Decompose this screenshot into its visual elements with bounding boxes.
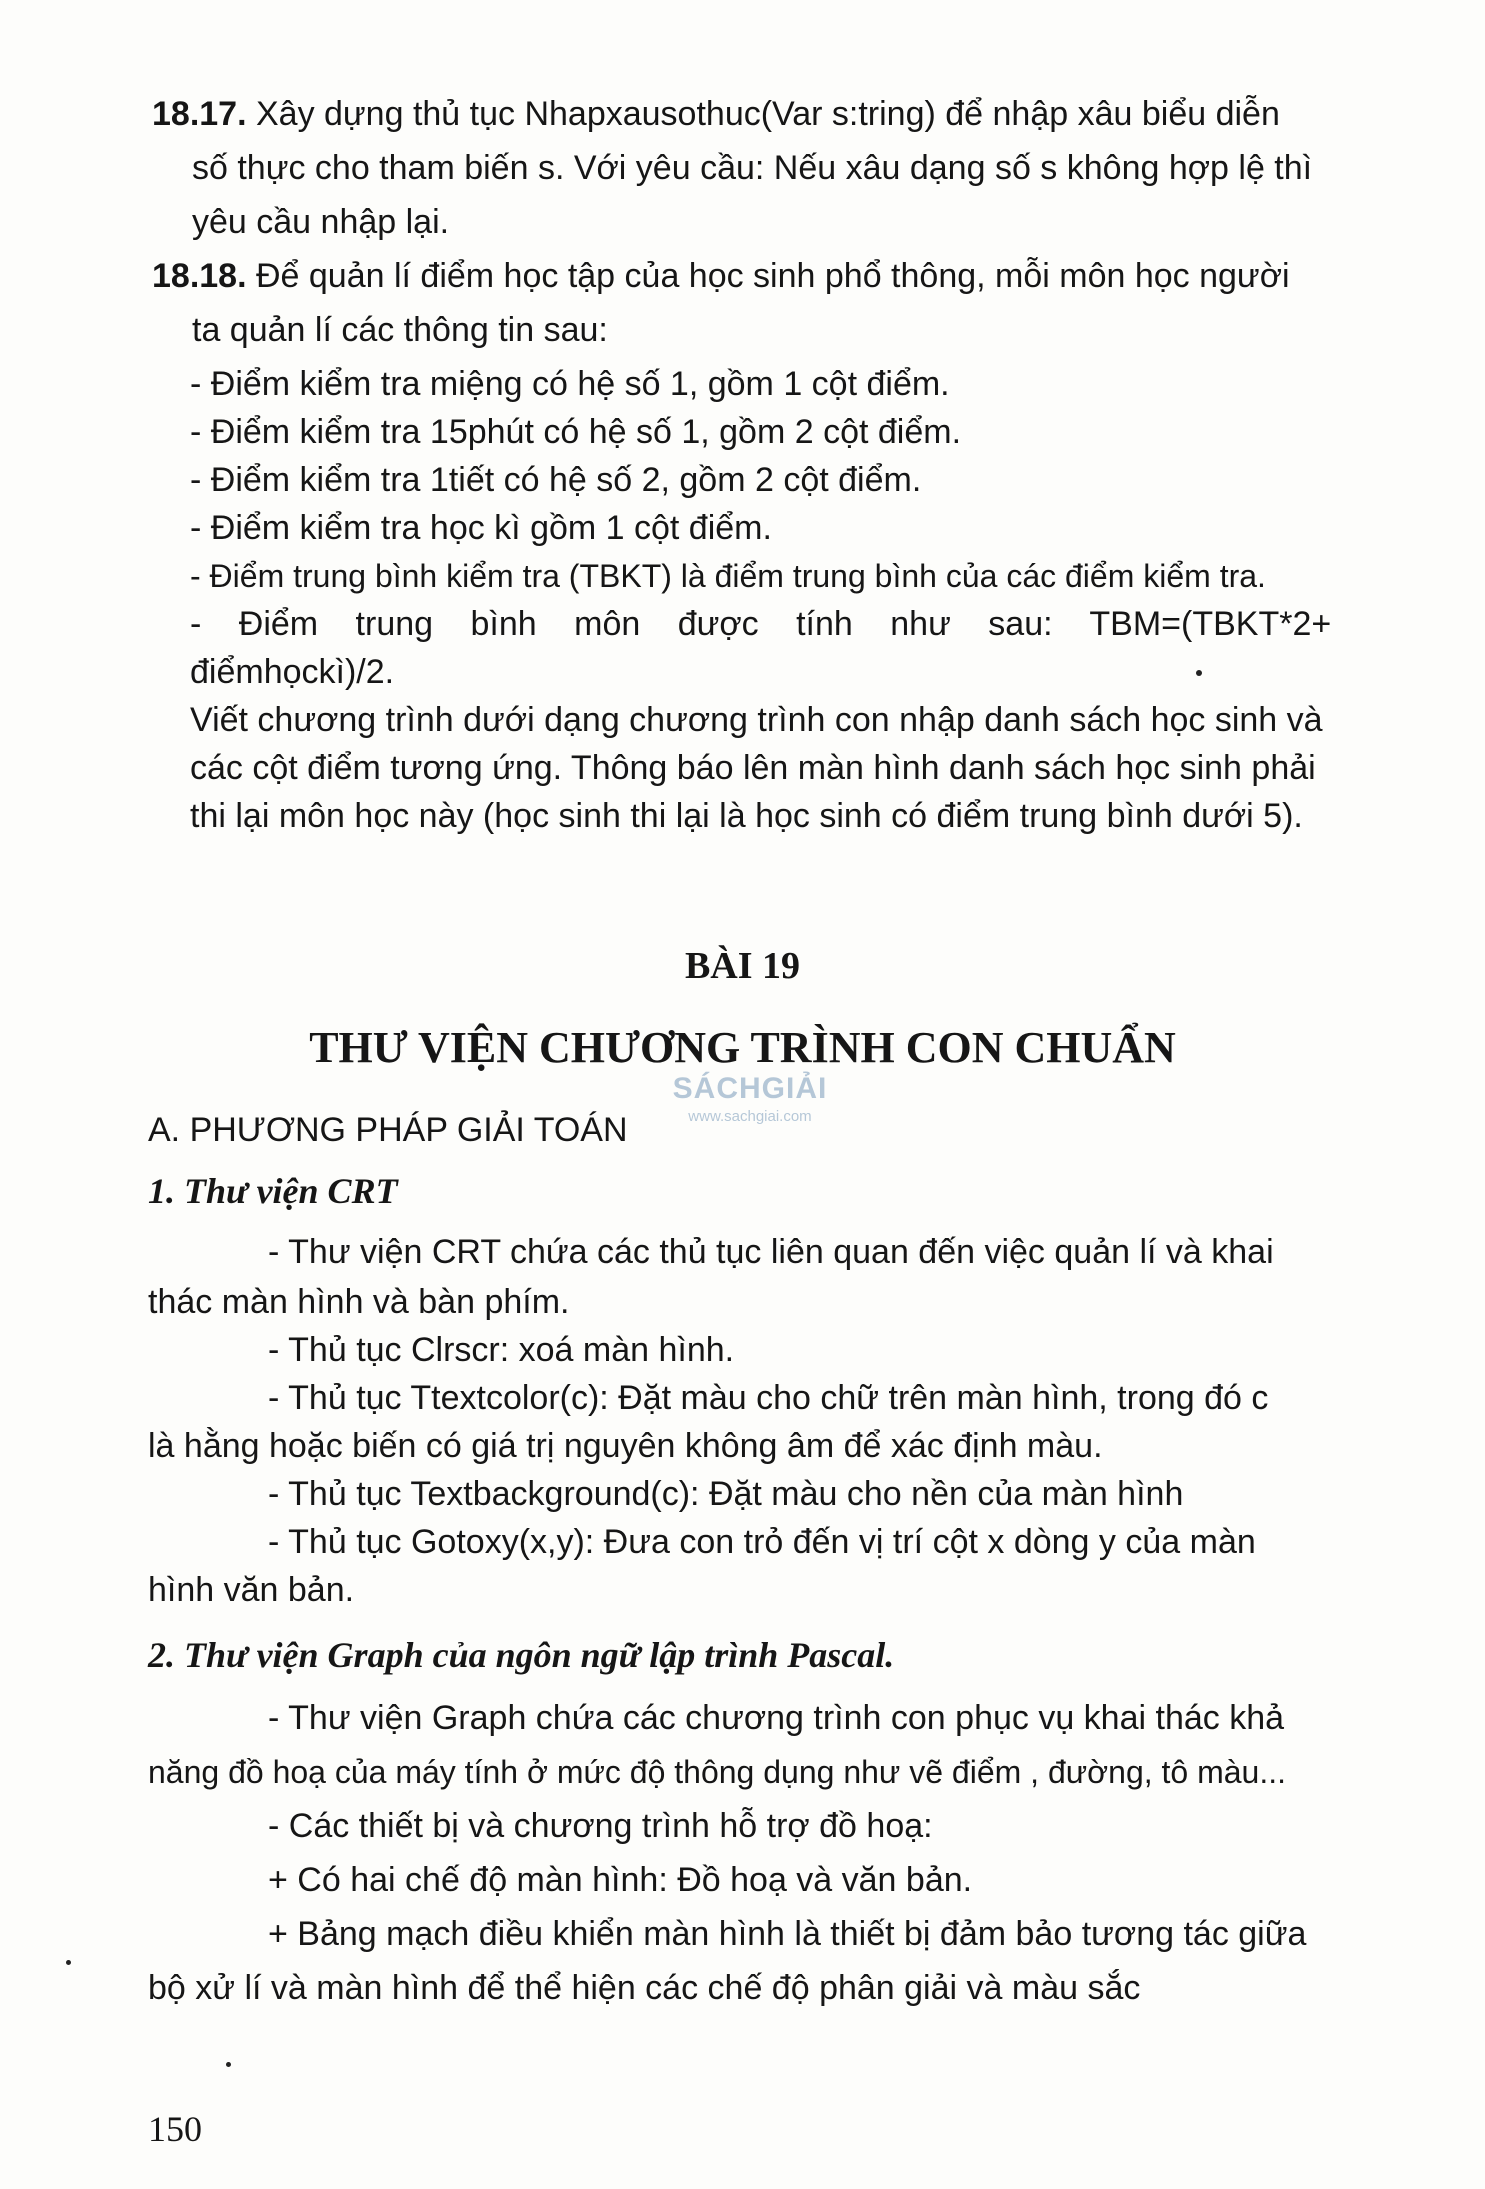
exercise-18-18-line-6: - Điểm kiểm tra học kì gồm 1 cột điểm. [190, 509, 772, 547]
sachgiai-watermark [640, 1072, 860, 1152]
exercise-18-18-line-5: - Điểm kiểm tra 1tiết có hệ số 2, gồm 2 cột điểm. [190, 461, 922, 499]
exercise-18-17-line-1 [152, 92, 1280, 136]
crt-heading: 1. Thư viện CRT [148, 1171, 398, 1211]
crt-line-4: - Thủ tục Ttextcolor(c): Đặt màu cho chữ trên màn hình, trong đó c [268, 1379, 1269, 1417]
graph-heading: 2. Thư viện Graph của ngôn ngữ lập trình Pascal. [148, 1635, 895, 1675]
graph-line-6: bộ xử lí và màn hình để thể hiện các chế độ phân giải và màu sắc [148, 1969, 1141, 2007]
exercise-18-18-line-2: ta quản lí các thông tin sau: [192, 311, 608, 349]
section-a-heading: A. PHƯƠNG PHÁP GIẢI TOÁN [148, 1111, 628, 1149]
exercise-18-18-line-4: - Điểm kiểm tra 15phút có hệ số 1, gồm 2 cột điểm. [190, 413, 962, 451]
formula-text: - Điểm trung bình môn được tính như sau: TBM=(TBKT*2+ [190, 605, 1332, 643]
crt-line-7: - Thủ tục Gotoxy(x,y): Đưa con trỏ đến vị trí cột x dòng y của màn [268, 1523, 1256, 1561]
exercise-number: 18.17. [152, 95, 247, 133]
exercise-18-18-line-9: điểmhọckì)/2. [190, 653, 395, 691]
graph-line-4: + Có hai chế độ màn hình: Đồ hoạ và văn bản. [268, 1861, 973, 1899]
exercise-text: Xây dựng thủ tục Nhapxausothuc(Var s:tring) để nhập xâu biểu diễn [246, 95, 1280, 133]
scan-speck [1196, 670, 1202, 676]
exercise-18-18-line-8 [190, 602, 1416, 646]
exercise-number: 18.18. [152, 257, 247, 295]
exercise-18-18-line-7: - Điểm trung bình kiểm tra (TBKT) là điểm trung bình của các điểm kiểm tra. [190, 558, 1266, 594]
crt-line-2: thác màn hình và bàn phím. [148, 1283, 570, 1321]
lesson-label: BÀI 19 [684, 945, 801, 987]
page-number: 150 [148, 2109, 202, 2149]
crt-line-3: - Thủ tục Clrscr: xoá màn hình. [268, 1331, 735, 1369]
graph-line-2: năng đồ hoạ của máy tính ở mức độ thông dụng như vẽ điểm , đường, tô màu... [148, 1754, 1287, 1790]
crt-line-8: hình văn bản. [148, 1571, 355, 1609]
scan-speck [66, 1960, 71, 1965]
graph-line-5: + Bảng mạch điều khiển màn hình là thiết bị đảm bảo tương tác giữa [268, 1915, 1307, 1953]
crt-line-5: là hằng hoặc biến có giá trị nguyên không âm để xác định màu. [148, 1427, 1103, 1465]
exercise-18-18-line-3: - Điểm kiểm tra miệng có hệ số 1, gồm 1 cột điểm. [190, 365, 950, 403]
exercise-18-18-line-12: thi lại môn học này (học sinh thi lại là học sinh có điểm trung bình dưới 5). [190, 797, 1303, 835]
lesson-title: THƯ VIỆN CHƯƠNG TRÌNH CON CHUẨN [309, 1023, 1176, 1072]
graph-line-3: - Các thiết bị và chương trình hỗ trợ đồ hoạ: [268, 1807, 933, 1845]
exercise-18-18-line-11: các cột điểm tương ứng. Thông báo lên màn hình danh sách học sinh phải [190, 749, 1316, 787]
exercise-18-18-line-10: Viết chương trình dưới dạng chương trình con nhập danh sách học sinh và [190, 701, 1323, 739]
graph-line-1: - Thư viện Graph chứa các chương trình con phục vụ khai thác khả [268, 1699, 1285, 1737]
crt-line-1: - Thư viện CRT chứa các thủ tục liên quan đến việc quản lí và khai [268, 1233, 1274, 1271]
exercise-18-17-line-2: số thực cho tham biến s. Với yêu cầu: Nếu xâu dạng số s không hợp lệ thì [192, 149, 1313, 187]
exercise-text: Để quản lí điểm học tập của học sinh phổ thông, mỗi môn học người [246, 257, 1290, 295]
crt-line-6: - Thủ tục Textbackground(c): Đặt màu cho nền của màn hình [268, 1475, 1184, 1513]
exercise-18-17-line-3: yêu cầu nhập lại. [192, 203, 450, 241]
scan-speck [226, 2062, 231, 2067]
watermark-url: www.sachgiai.com [688, 1108, 812, 1125]
watermark-logo-text: SÁCHGIẢI [672, 1072, 828, 1105]
exercise-18-18-line-1 [152, 254, 1290, 298]
